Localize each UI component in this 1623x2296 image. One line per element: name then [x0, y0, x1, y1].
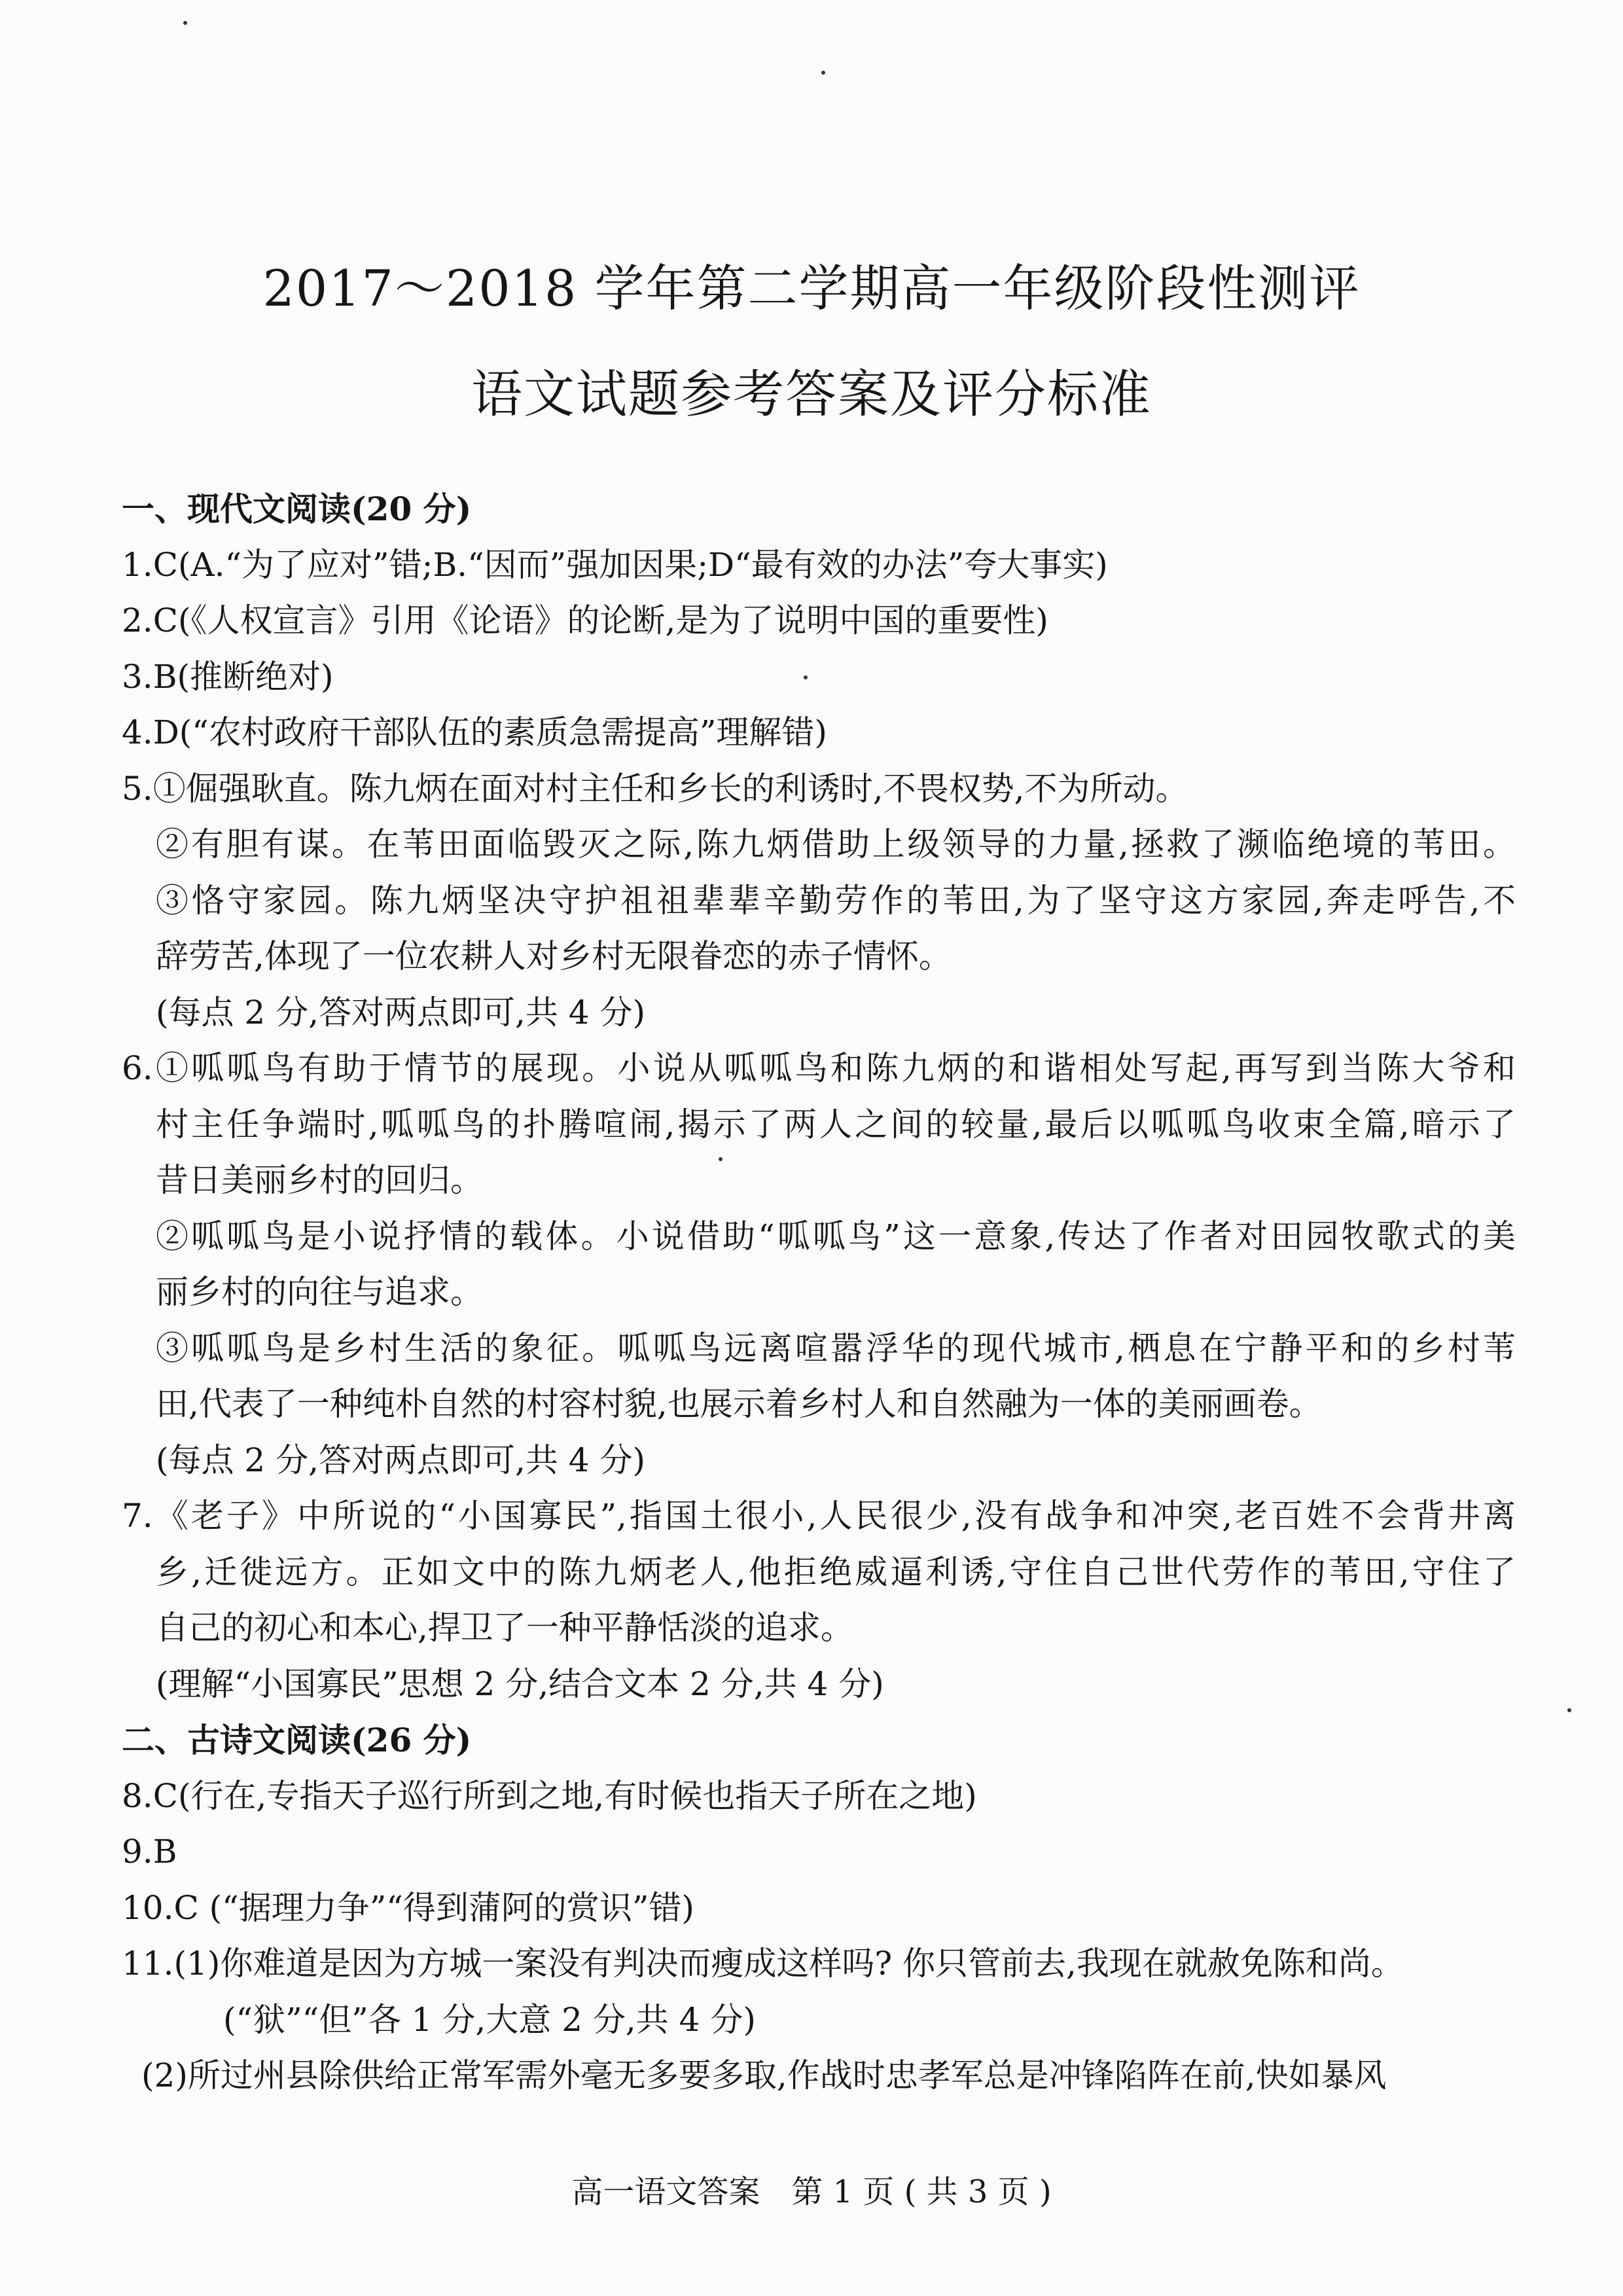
scan-speck	[183, 21, 187, 25]
answer-line: ②呱呱鸟是小说抒情的载体。小说借助“呱呱鸟”这一意象,传达了作者对田园牧歌式的美	[156, 1217, 1516, 1255]
answer-body	[122, 481, 1516, 2104]
answer-line: (每点 2 分,答对两点即可,共 4 分)	[156, 1441, 645, 1479]
section-heading: 一、现代文阅读(20 分)	[122, 490, 472, 528]
answer-line: 6.①呱呱鸟有助于情节的展现。小说从呱呱鸟和陈九炳的和谐相处写起,再写到当陈大爷和	[122, 1049, 1516, 1087]
answer-line: (2)所过州县除供给正常军需外毫无多要多取,作战时忠孝军总是冲锋陷阵在前,快如暴风	[141, 2056, 1387, 2094]
answer-line: ③恪守家园。陈九炳坚决守护祖祖辈辈辛勤劳作的苇田,为了坚守这方家园,奔走呼告,不	[156, 881, 1516, 920]
document-title: 2017～2018 学年第二学期高一年级阶段性测评	[262, 259, 1361, 317]
answer-line: 乡,迁徙远方。正如文中的陈九炳老人,他拒绝威逼利诱,守住自己世代劳作的苇田,守住了	[156, 1552, 1516, 1591]
answer-line: 3.B(推断绝对)	[122, 657, 334, 696]
answer-line: 11.(1)你难道是因为方城一案没有判决而瘦成这样吗? 你只管前去,我现在就赦免陈和尚。	[122, 1945, 1404, 1982]
answer-line: 5.①倔强耿直。陈九炳在面对村主任和乡长的利诱时,不畏权势,不为所动。	[122, 769, 1188, 808]
answer-line: 辞劳苦,体现了一位农耕人对乡村无限眷恋的赤子情怀。	[156, 937, 952, 975]
answer-line: 田,代表了一种纯朴自然的村容村貌,也展示着乡村人和自然融为一体的美丽画卷。	[156, 1385, 1322, 1423]
answer-line: 1.C(A.“为了应对”错;B.“因而”强加因果;D“最有效的办法”夸大事实)	[122, 545, 1108, 584]
answer-line: 8.C(行在,专指天子巡行所到之地,有时候也指天子所在之地)	[122, 1776, 977, 1815]
answer-line: 4.D(“农村政府干部队伍的素质急需提高”理解错)	[122, 713, 827, 751]
answer-line: 昔日美丽乡村的回归。	[156, 1161, 483, 1199]
answer-line: 10.C (“据理力争”“得到蒲阿的赏识”错)	[122, 1888, 694, 1927]
answer-line: (每点 2 分,答对两点即可,共 4 分)	[156, 993, 645, 1031]
answer-line: 自己的初心和本心,捍卫了一种平静恬淡的追求。	[156, 1609, 853, 1647]
answer-line: (理解“小国寡民”思想 2 分,结合文本 2 分,共 4 分)	[156, 1664, 884, 1703]
answer-line: 丽乡村的向往与追求。	[156, 1273, 483, 1311]
answer-line: 7.《老子》中所说的“小国寡民”,指国土很小,人民很少,没有战争和冲突,老百姓不会背井离	[122, 1497, 1516, 1535]
answer-line: 2.C(《人权宣言》引用《论语》的论断,是为了说明中国的重要性)	[122, 601, 1048, 639]
scan-speck	[719, 1157, 722, 1161]
answer-line: ③呱呱鸟是乡村生活的象征。呱呱鸟远离喧嚣浮华的现代城市,栖息在宁静平和的乡村苇	[156, 1329, 1516, 1367]
section-heading: 二、古诗文阅读(26 分)	[122, 1721, 472, 1759]
scan-speck	[821, 71, 825, 75]
answer-line: 9.B	[122, 1833, 177, 1871]
scan-speck	[804, 675, 808, 679]
answer-line: 村主任争端时,呱呱鸟的扑腾喧闹,揭示了两人之间的较量,最后以呱呱鸟收束全篇,暗示了	[156, 1105, 1516, 1143]
answer-line: ②有胆有谋。在苇田面临毁灭之际,陈九炳借助上级领导的力量,拯救了濒临绝境的苇田。	[156, 825, 1516, 863]
page-footer: 高一语文答案 第 1 页 ( 共 3 页 )	[571, 2174, 1052, 2210]
document-subtitle: 语文试题参考答案及评分标准	[471, 365, 1152, 424]
scan-speck	[1567, 1708, 1571, 1712]
answer-line: (“狱”“但”各 1 分,大意 2 分,共 4 分)	[223, 2000, 756, 2039]
